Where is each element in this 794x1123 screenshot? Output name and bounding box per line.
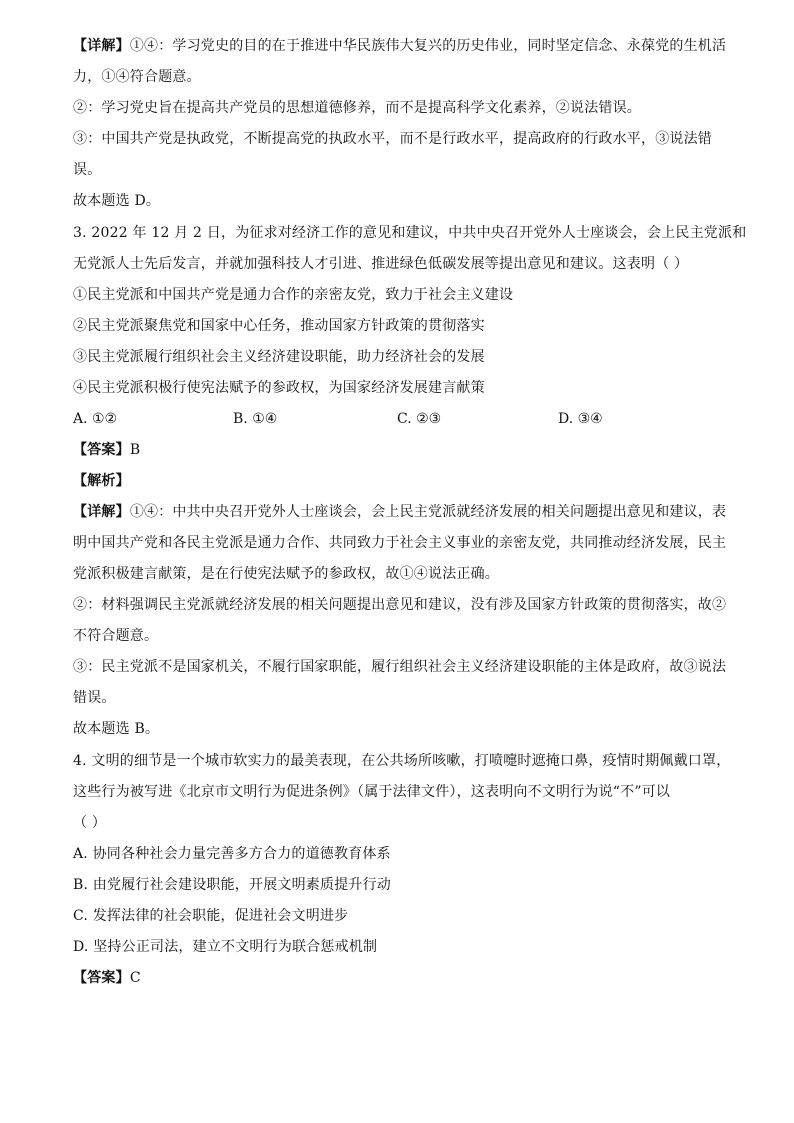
q3-option-c: C. ②③ [397, 411, 442, 427]
q3-stem-line-1: 3. 2022 年 12 月 2 日，为征求对经济工作的意见和建议，中共中央召开党外人士座谈会，会上民主党派和 [73, 225, 747, 241]
q3-detail-line-6: ③：民主党派不是国家机关，不履行国家职能，履行组织社会主义经济建设职能的主体是政府，故③说法 [73, 659, 727, 675]
q3-conclusion: 故本题选 B。 [73, 721, 160, 737]
q4-stem-line-3: （ ） [73, 815, 107, 831]
q4-stem-line-1: 4. 文明的细节是一个城市软实力的最美表现，在公共场所咳嗽，打喷嚏时遮掩口鼻，疫情时期佩戴口罩， [73, 753, 731, 769]
q4-option-c: C. 发挥法律的社会职能，促进社会文明进步 [73, 908, 349, 924]
q3-analysis-label: 【解析】 [73, 473, 130, 489]
q3-option-b: B. ①④ [233, 411, 278, 427]
detail-label: 【详解】 [73, 38, 130, 54]
answer-value: C [129, 970, 141, 986]
q4-option-b: B. 由党履行社会建设职能，开展文明素质提升行动 [73, 877, 391, 893]
q3-statement-3: ③民主党派履行组织社会主义经济建设职能，助力经济社会的发展 [73, 349, 485, 365]
q4-answer [73, 969, 744, 987]
q3-detail-line-3: 党派积极建言献策，是在行使宪法赋予的参政权，故①④说法正确。 [73, 566, 499, 582]
q3-statement-2: ②民主党派聚焦党和国家中心任务，推动国家方针政策的贯彻落实 [73, 318, 485, 334]
q3-detail-line-1: 【详解】①④：中共中央召开党外人士座谈会，会上民主党派就经济发展的相关问题提出意见和建议，表 [73, 504, 727, 520]
q2-conclusion: 故本题选 D。 [73, 193, 161, 209]
q3-detail-line-4: ②：材料强调民主党派就经济发展的相关问题提出意见和建议，没有涉及国家方针政策的贯彻落实，故② [73, 597, 727, 613]
q3-statement-1: ①民主党派和中国共产党是通力合作的亲密友党，致力于社会主义建设 [73, 287, 514, 303]
q2-detail-line-1: 【详解】①④：学习党史的目的在于推进中华民族伟大复兴的历史伟业，同时坚定信念、永葆党的生机活 [73, 38, 727, 54]
q4-option-d: D. 坚持公正司法，建立不文明行为联合惩戒机制 [73, 939, 378, 955]
q3-answer [73, 441, 744, 459]
q2-detail-line-5: 误。 [73, 162, 102, 178]
q3-detail-line-2: 明中国共产党和各民主党派是通力合作、共同致力于社会主义事业的亲密友党，共同推动经济发展，民主 [73, 535, 727, 551]
q3-option-d: D. ③④ [558, 411, 603, 427]
q2-detail-line-3: ②：学习党史旨在提高共产党员的思想道德修养，而不是提高科学文化素养，②说法错误。 [73, 100, 641, 116]
q3-option-a: A. ①② [73, 411, 118, 427]
answer-label: 【答案】 [73, 970, 130, 986]
q4-stem-line-2: 这些行为被写进《北京市文明行为促进条例》（属于法律文件），这表明向不文明行为说“不”可以 [73, 784, 671, 800]
answer-label: 【答案】 [73, 442, 130, 458]
q2-detail-line-4: ③：中国共产党是执政党，不断提高党的执政水平，而不是行政水平，提高政府的行政水平，③说法错 [73, 131, 712, 147]
q2-detail-line-2: 力，①④符合题意。 [73, 69, 201, 85]
q3-statement-4: ④民主党派积极行使宪法赋予的参政权，为国家经济发展建言献策 [73, 380, 485, 396]
detail-label: 【详解】 [73, 504, 130, 520]
answer-value: B [129, 442, 141, 458]
q3-detail-line-5: 不符合题意。 [73, 628, 159, 644]
q4-option-a: A. 协同各种社会力量完善多方合力的道德教育体系 [73, 846, 391, 862]
q3-detail-line-7: 错误。 [73, 690, 116, 706]
q3-stem-line-2: 无党派人士先后发言，并就加强科技人才引进、推进绿色低碳发展等提出意见和建议。这表明（ ） [73, 256, 689, 272]
